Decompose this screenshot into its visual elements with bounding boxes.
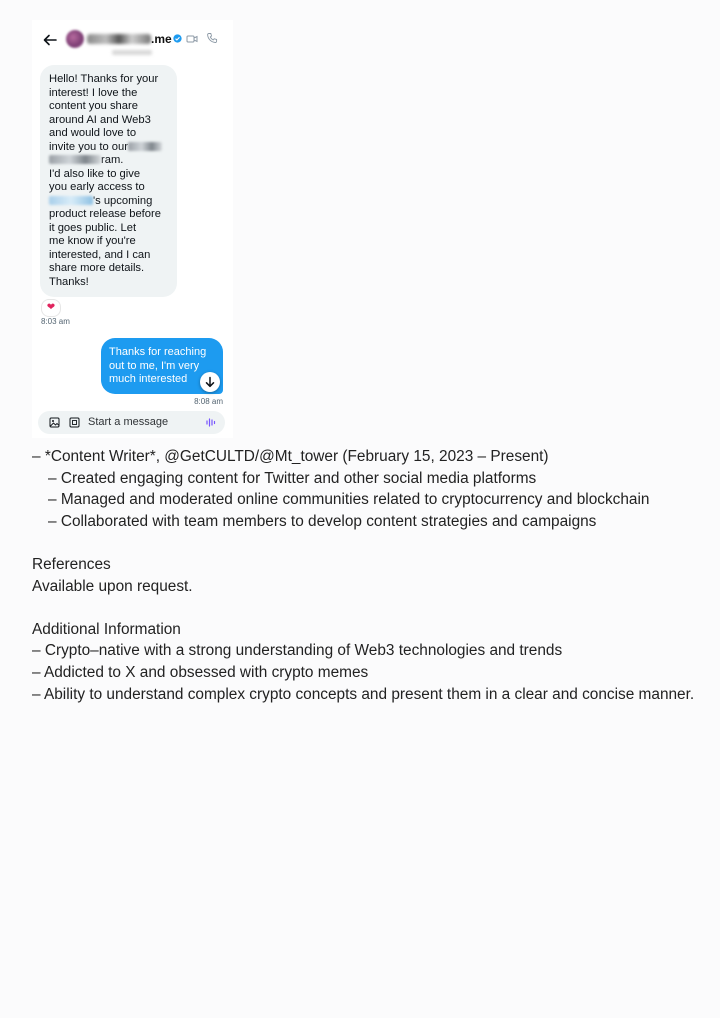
experience-title: – *Content Writer*, @GetCULTD/@Mt_tower (February 15, 2023 – Present) <box>32 448 549 465</box>
experience-bullet: – Created engaging content for Twitter and other social media platforms <box>48 469 537 487</box>
header-subtitle-redacted <box>112 50 152 55</box>
additional-info-item: – Ability to understand complex crypto concepts and present them in a clear and concise manner. <box>32 685 695 703</box>
dm-screenshot <box>32 20 233 438</box>
image-icon[interactable] <box>49 417 60 428</box>
dm-header <box>32 20 233 60</box>
additional-info-item: – Addicted to X and obsessed with crypto memes <box>32 663 369 681</box>
incoming-message-text: Hello! Thanks for your interest! I love the content you share around AI and Web3 and would love to invite you to our ram. I'd also like to give you early access to 's upcoming product release before it goes public. Let me know if you're interested, and I can share more details. Thanks! <box>49 73 161 288</box>
redacted-company-name <box>49 196 93 205</box>
contact-name-suffix: .me <box>151 32 172 46</box>
experience-bullet: – Managed and moderated online communities related to cryptocurrency and blockchain <box>48 491 650 509</box>
resume-text <box>32 446 702 705</box>
video-icon[interactable] <box>186 33 198 45</box>
verified-icon <box>173 34 182 43</box>
voice-icon[interactable] <box>205 417 217 428</box>
message-composer[interactable] <box>38 411 225 434</box>
redacted-username <box>87 34 151 44</box>
redacted-program-name <box>128 142 162 151</box>
outgoing-message-text: Thanks for reaching out to me, I'm very much interested <box>109 346 207 385</box>
incoming-timestamp: 8:03 am <box>41 317 70 326</box>
scroll-down-button[interactable] <box>200 372 220 392</box>
back-arrow-icon[interactable] <box>42 32 58 48</box>
gif-icon[interactable] <box>69 417 80 428</box>
redacted-program-name-2 <box>49 155 101 164</box>
references-heading: References <box>32 555 111 573</box>
scroll-down-icon <box>200 372 220 392</box>
additional-info-item: – Crypto–native with a strong understanding of Web3 technologies and trends <box>32 642 563 660</box>
additional-info-heading: Additional Information <box>32 620 181 638</box>
outgoing-timestamp: 8:08 am <box>194 397 223 406</box>
references-text: Available upon request. <box>32 577 193 595</box>
heart-reaction-icon[interactable]: ❤ <box>41 299 61 317</box>
message-input-placeholder[interactable]: Start a message <box>88 416 169 428</box>
phone-icon[interactable] <box>206 32 218 44</box>
experience-bullet: – Collaborated with team members to develop content strategies and campaigns <box>48 512 597 530</box>
avatar[interactable] <box>66 30 84 48</box>
incoming-message-bubble <box>40 65 177 297</box>
